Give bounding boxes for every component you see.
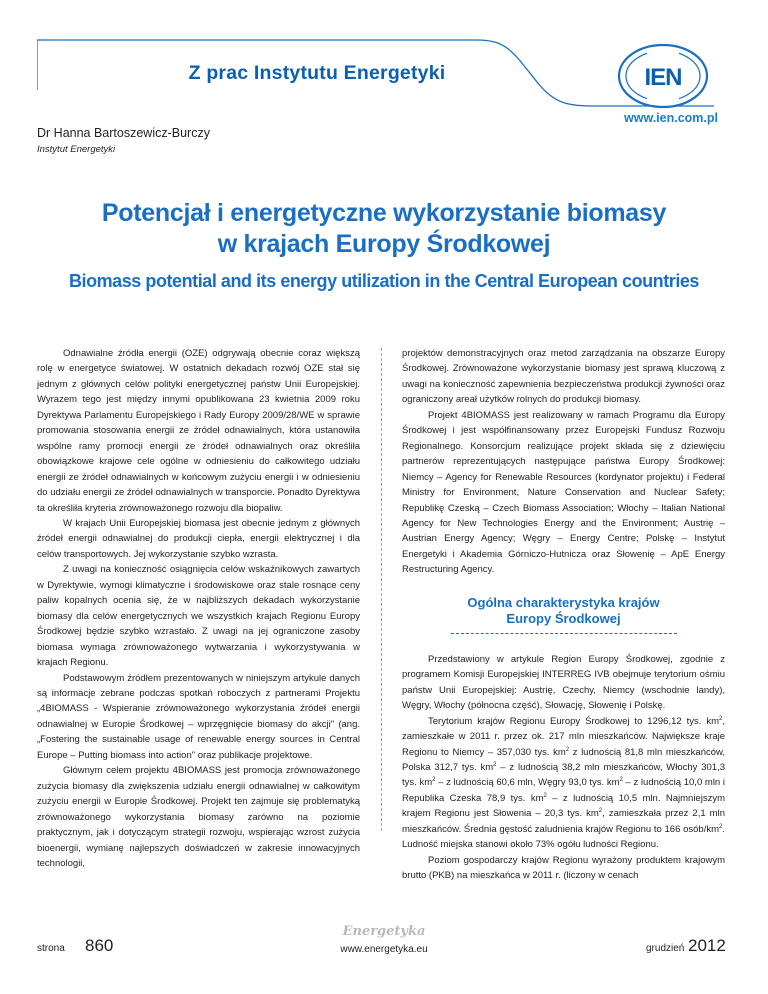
page-number: 860 (85, 936, 114, 955)
paragraph: Odnawialne źródła energii (OZE) odgrywają obecnie coraz większą rolę w energetyce światowej. W ostatnich dekadach rozwój OZE stał się jednym z głównych celów polityki energetycznej państw Unii Europejskiej. Wyrazem tego jest między innymi opublikowana 23 kwietnia 2009 roku Dyrektywa Parlamentu Europejskiego i Rady Europy 2009/28/WE w sprawie promowania stosowania energii ze źródeł odnawialnych, która ustanowiła wspólne ramy promocji energii ze źródeł odnawialnych oraz określiła obowiązkowe krajowe cele ogólne w odniesieniu do całkowitego udziału energii ze źródeł odnawialnych w końcowym zużyciu energii i w odniesieniu do udziału energii ze źródeł odnawialnych w transporcie. Ponadto Dyrektywa ta określiła kryteria zrównoważonego rozwoju dla biopaliw. (37, 348, 360, 514)
paragraph: Podstawowym źródłem prezentowanych w niniejszym artykule danych są informacje zebrane podczas spotkań roboczych z partnerami Projektu „4BIOMASS - Wspieranie zrównoważonego wykorzystania źródeł energii odnawialnej w Europie Środkowej – wprzęgnięcie biomasy do akcji" (ang. „Fostering the sustainable usage of renewable energy sources in Central Europe – Putting biomass into action" oraz publikacje projektowe. (37, 672, 360, 761)
paragraph: projektów demonstracyjnych oraz metod zarządzania na obszarze Europy Środkowej. Zrównoważone wykorzystanie biomasy jest sprawą kluczową z uwagi na konieczność zapewnienia bezpieczeństwa produkcji żywności oraz ograniczony areał użytków rolnych do produkcji biomasy. (402, 348, 725, 406)
journal-brand-logo: Energetyka (342, 924, 426, 939)
paragraph: W krajach Unii Europejskiej biomasa jest obecnie jednym z głównych źródeł energii odnawialnej do produkcji ciepła, energii elektrycznej i dla celów transportowych. Jej wykorzystanie szybko wzrasta. (37, 517, 360, 560)
section-heading (402, 595, 725, 635)
article-title-pl-line2: w krajach Europy Środkowej (217, 230, 551, 258)
author-name: Dr Hanna Bartoszewicz-Burczy (37, 126, 210, 140)
section-heading-line1: Ogólna charakterystyka krajów (467, 594, 660, 610)
author-affiliation: Instytut Energetyki (37, 144, 116, 155)
right-column (402, 346, 725, 884)
section-underline (451, 633, 677, 635)
paragraph: Poziom gospodarczy krajów Regionu wyrażony produktem krajowym brutto (PKB) na mieszkańca w 2011 r. (liczony w cenach (402, 854, 725, 882)
issue-month: grudzień (646, 943, 685, 954)
article-title-pl (37, 198, 731, 260)
column-divider (381, 348, 382, 831)
article-title-pl-line1: Potencjał i energetyczne wykorzystanie biomasy (101, 199, 667, 227)
article-title-en: Biomass potential and its energy utilization in the Central European countries (68, 271, 699, 291)
section-heading-line2: Europy Środkowej (506, 610, 621, 626)
paragraph: Z uwagi na konieczność osiągnięcia celów wskaźnikowych zawartych w Dyrektywie, wymogi klimatyczne i środowiskowe oraz stale rosnące ceny paliw kopalnych ocenia się, że w najbliższych dekadach wykorzystanie biomasy dla celów energetycznych we wszystkich krajach Regionu Europy Środkowej będzie szybko wzrastało. Z uwagi na jej ograniczone zasoby biomasa wymaga zrównoważonego wytwarzania i wykorzystywania w krajach Regionu. (37, 564, 360, 669)
website-link[interactable]: www.ien.com.pl (624, 111, 718, 125)
paragraph: Przedstawiony w artykule Region Europy Środkowej, zgodnie z programem Komisji Europejskiej INTERREG IVB obejmuje terytorium ośmiu państw Unii Europejskiej: Austrię, Czechy, Niemcy (wschodnie landy), Węgry, Włochy (północna część), Słowację, Słowenię i Polskę. (402, 653, 725, 712)
series-title: Z prac Instytutu Energetyki (188, 62, 446, 84)
page-label: strona (37, 943, 65, 954)
logo-text: IEN (644, 64, 682, 91)
paragraph: Projekt 4BIOMASS jest realizowany w ramach Programu dla Europy Środkowej i jest współfinansowany przez Europejski Fundusz Rozwoju Regionalnego. Konsorcjum realizujące projekt składa się z dziewięciu partnerów reprezentujących następujące państwa Europy Środkowej: Niemcy – Agency for Renewable Resources (kordynator projektu) i Federal Ministry for Environment, Nature Conservation and Nuclear Safety; Republikę Czeską – Czech Biomass Association; Włochy – Italian National Agency for New Technologies Energy and the Environment; Austrię – Austrian Energy Agency; Węgry – Energy Centre; Polskę – Instytut Energetyki i Akademia Górniczo-Hutnicza oraz Słowenię – ApE Energy Restructuring Agency. (402, 409, 725, 576)
issue-year: 2012 (688, 936, 726, 955)
left-column (37, 346, 360, 871)
ien-logo (614, 42, 712, 110)
paragraph: Terytorium krajów Regionu Europy Środkowej to 1296,12 tys. $km^2$, zamieszkałe w 2011 r. przez ok. 217 mln mieszkańców. Największe kraje Regionu to Niemcy – 357,030 tys. $km^2$ z ludnością 81,8 mln mieszkańców, Polska 312,7 tys. $km^2$ – z ludnością 38,2 mln mieszkańców, Włochy 301,3 tys. $km^2$ – z ludnością 60,6 mln, Węgry 93,0 tys. $km^2$ – z ludnością 10,0 mln i Republika Czeska 78,9 tys. $km^2$ – z ludnością 10,5 mln. Najmniejszym krajem Regionu jest Słowenia – 20,3 tys. $km^2$, zamieszkała przez 2,1 mln mieszkańców. Średnia gęstość zaludnienia krajów Regionu to 166 osób/$km^2$. Ludność miejska stanowi około 73% ogółu ludności Regionu. (402, 715, 725, 851)
journal-url[interactable]: www.energetyka.eu (340, 944, 428, 955)
paragraph: Głównym celem projektu 4BIOMASS jest promocja zrównoważonego zużycia biomasy dla zwiększenia udziału energii odnawialnej w całkowitym zużyciu energii w Europie Środkowej. Projekt ten zajmuje się problematyką zrównoważonego wykorzystania biomasy zarówno na poziomie praktycznym, jak i dotyczącym strategii rozwoju, wspierając wzrost zużycia bioenergii, wymianę najlepszych doświadczeń w zakresie innowacyjnych technologii, (37, 765, 360, 869)
